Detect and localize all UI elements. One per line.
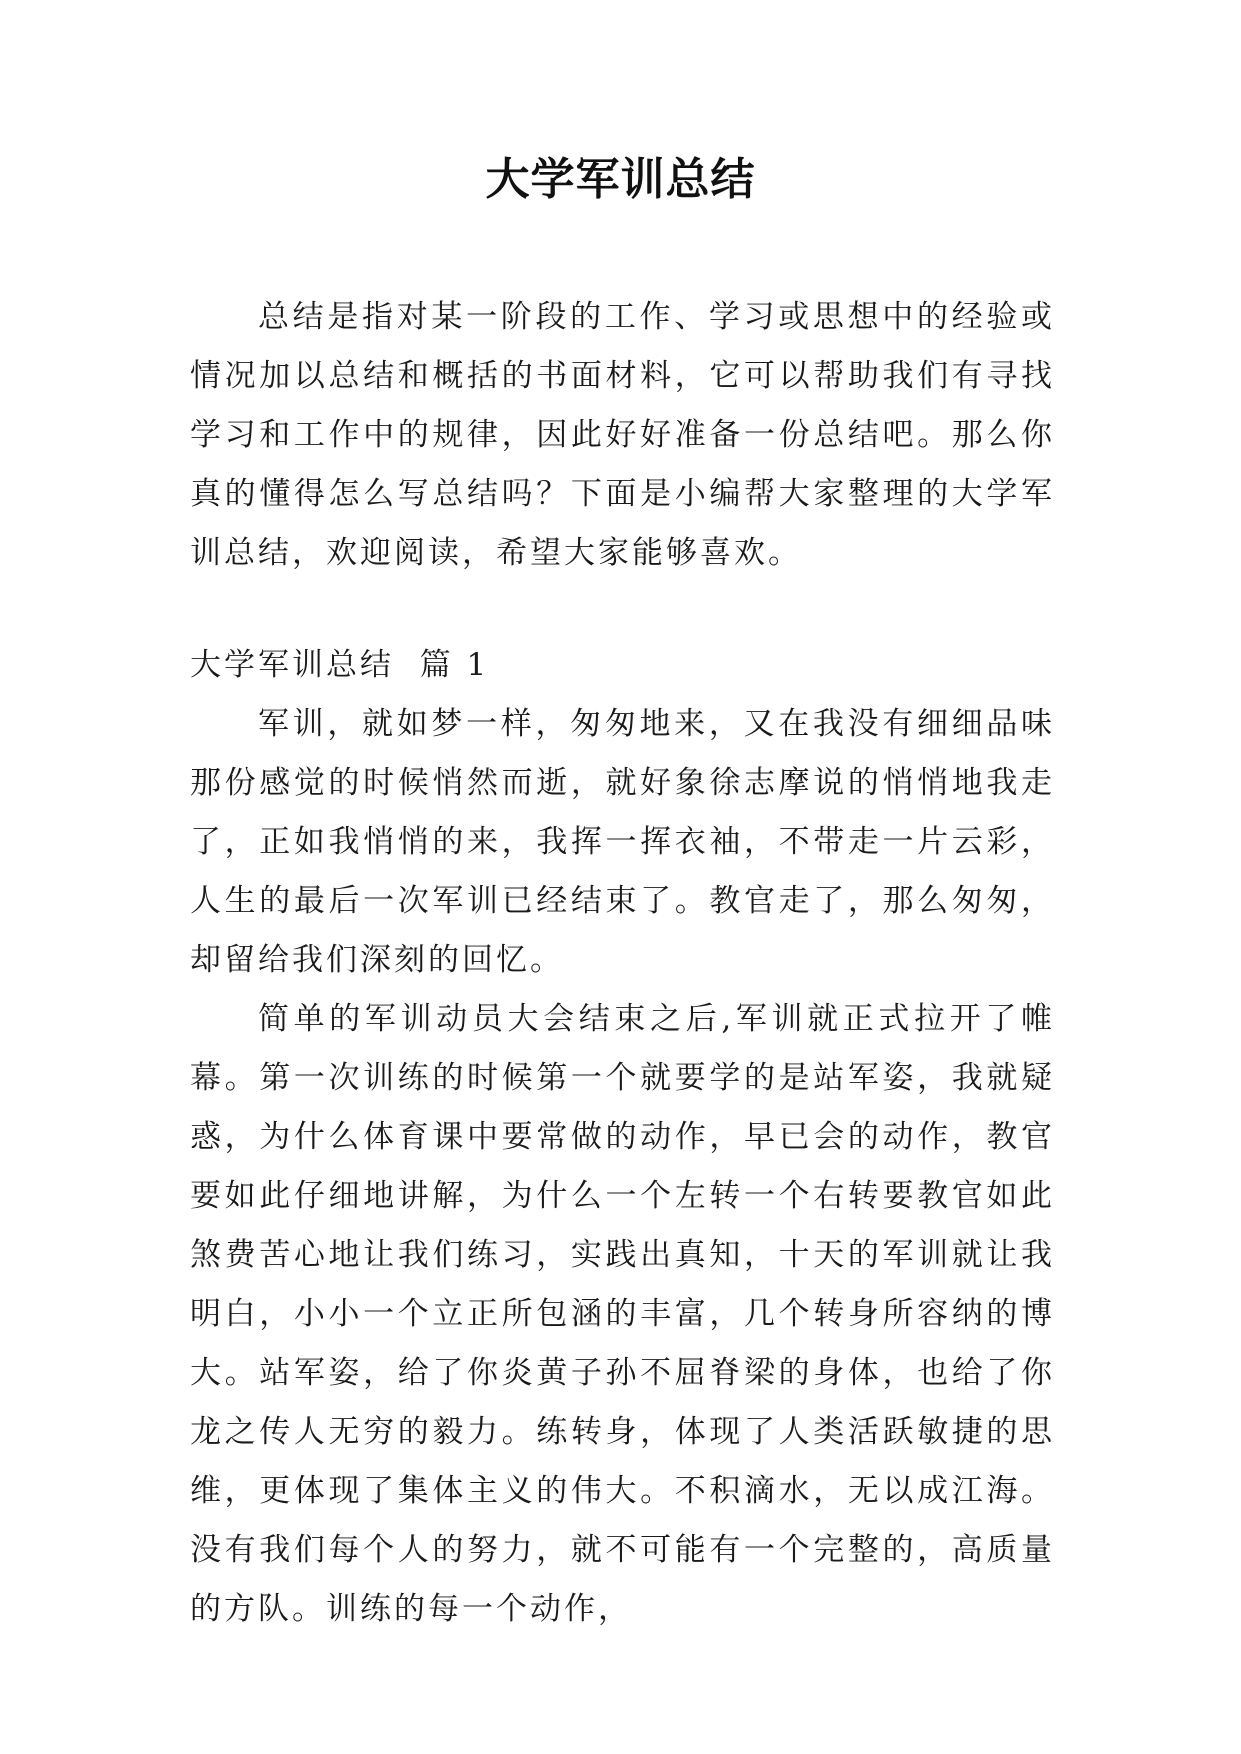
document-title: 大学军训总结: [485, 154, 756, 205]
body-paragraph-2: 简单的军训动员大会结束之后,军训就正式拉开了帷幕。第一次训练的时候第一个就要学的是站军姿，我就疑惑，为什么体育课中要常做的动作，早已会的动作，教官要如此仔细地讲解，为什么一个左转一个右转要教官如此煞费苦心地让我们练习，实践出真知，十天的军训就让我明白，小小一个立正所包涵的丰富，几个转身所容纳的博大。站军姿，给了你炎黄子孙不屈脊梁的身体，也给了你龙之传人无穷的毅力。练转身，体现了人类活跃敏捷的思维，更体现了集体主义的伟大。不积滴水，无以成江海。没有我们每个人的努力，就不可能有一个完整的，高质量的方队。训练的每一个动作，: [190, 1001, 1055, 1627]
intro-paragraph: 总结是指对某一阶段的工作、学习或思想中的经验或情况加以总结和概括的书面材料，它可以帮助我们有寻找学习和工作中的规律，因此好好准备一份总结吧。那么你真的懂得怎么写总结吗？下面是小编帮大家整理的大学军训总结，欢迎阅读，希望大家能够喜欢。: [190, 299, 1055, 571]
body-paragraph-1: 军训，就如梦一样，匆匆地来，又在我没有细细品味那份感觉的时候悄然而逝，就好象徐志摩说的悄悄地我走了，正如我悄悄的来，我挥一挥衣袖，不带走一片云彩，人生的最后一次军训已经结束了。教官走了，那么匆匆，却留给我们深刻的回忆。: [190, 706, 1055, 978]
section-heading: 大学军训总结 篇 1: [190, 647, 490, 683]
